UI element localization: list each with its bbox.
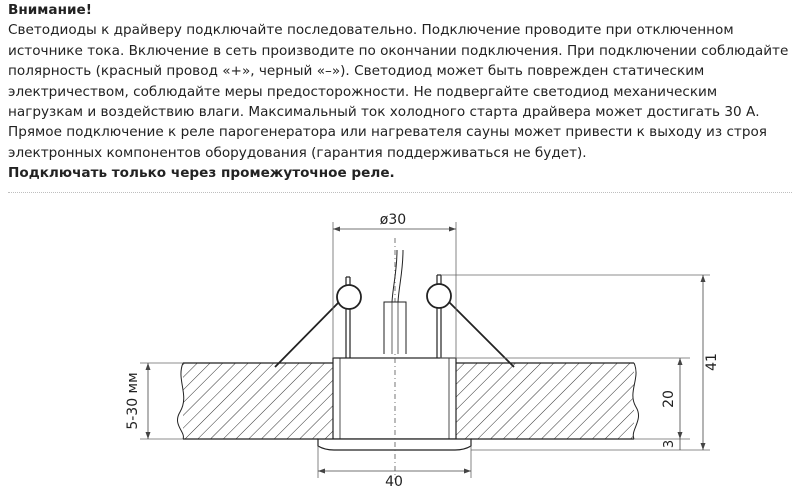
panel-thickness-label: 5-30 мм [125,372,141,430]
installation-drawing [0,196,800,496]
panel-left [177,363,333,439]
flange-height-label: 3 [662,439,677,449]
body-height-label: 20 [661,390,677,408]
warning-final-note: Подключать только через промежуточное реле. [8,165,395,182]
warning-heading: Внимание! [8,2,92,18]
spring-clip-right [427,275,514,367]
warning-body: Светодиоды к драйверу подключайте последовательно. Подключение проводите при отключенном источнике тока. Включение в сеть производите по окончании подключения. При подключении соблюдайте полярность (красный провод «+», черный «–»). Светодиод может быть поврежден статическим электричеством, соблюдайте меры предосторожности. Не подвергайте светодиод механическим нагрузкам и воздействию влаги. Максимальный ток холодного старта драйвера может достигать 30 А. Прямое подключение к реле парогенератора или нагревателя сауны может привести к выходу из строя электронных компонентов оборудования (гарантия поддерживаться не будет). [8,22,789,161]
total-height-label: 41 [704,353,720,371]
dimension-panel-thickness [125,363,183,439]
panel-right [456,363,639,439]
spring-clip-left [275,277,361,367]
dimension-flange-width [318,446,471,490]
flange-width-label: 40 [385,474,403,490]
warning-block [8,0,792,184]
fixture-flange [318,439,471,450]
fixture-body [333,358,456,439]
top-diameter-label: ø30 [379,212,407,228]
section-divider [8,192,792,193]
